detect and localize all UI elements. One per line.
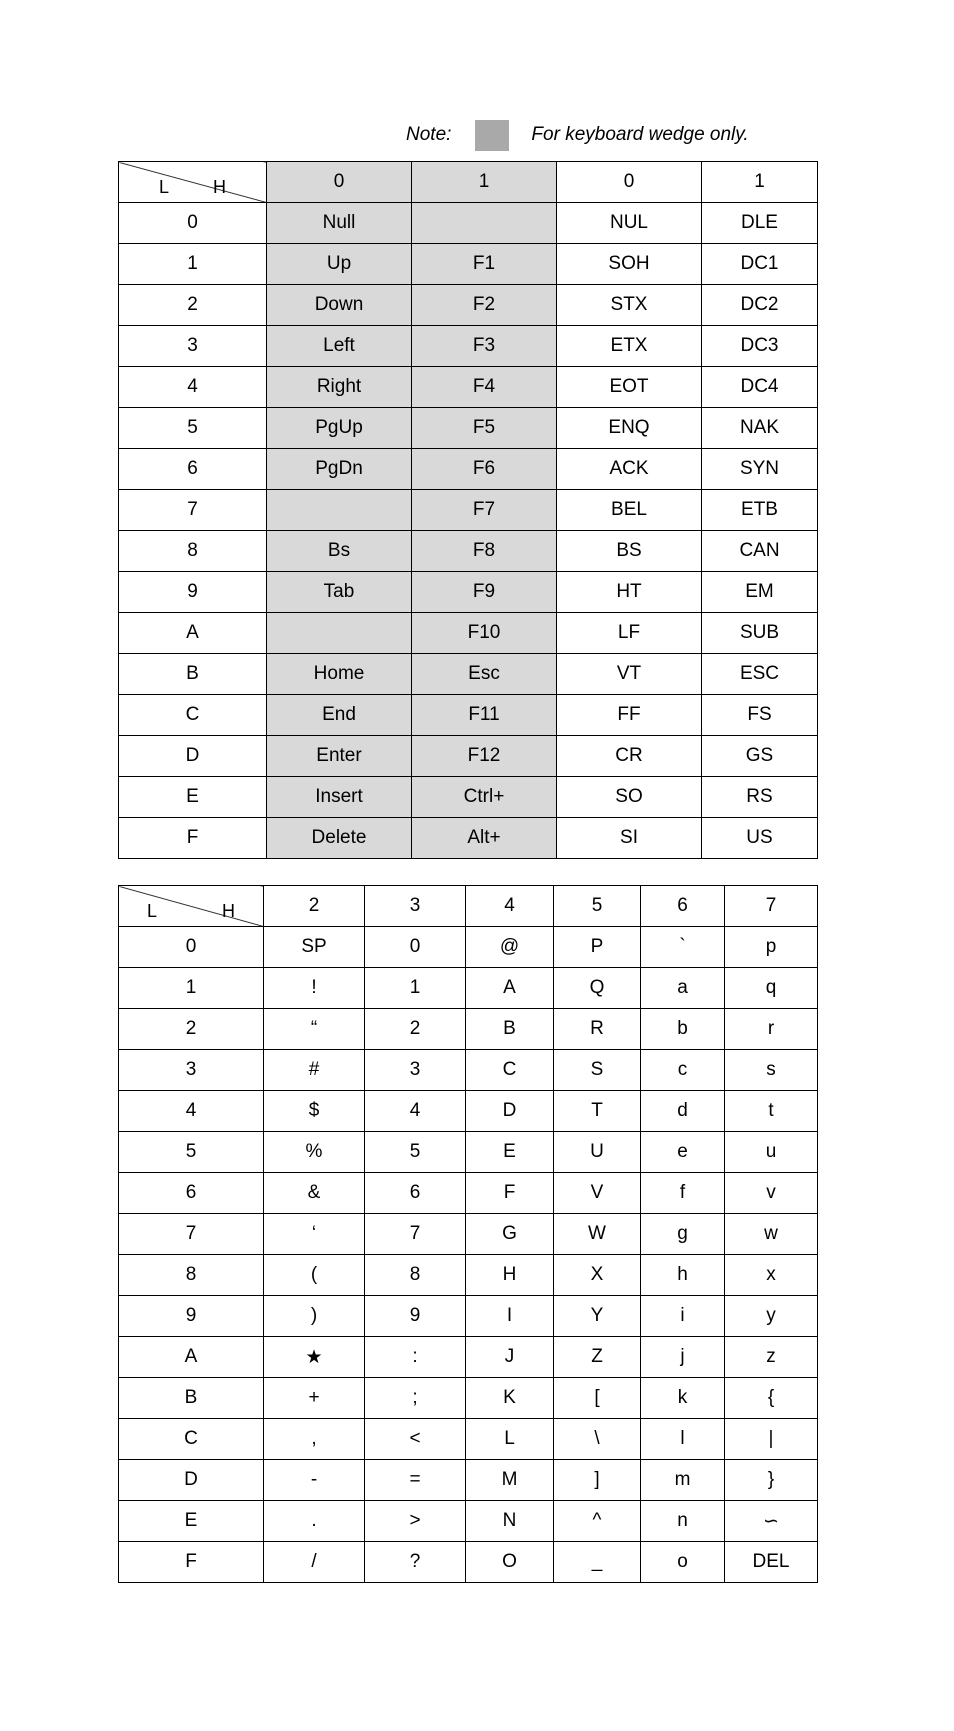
- table-cell: Alt+: [412, 818, 557, 859]
- table-cell: Down: [267, 285, 412, 326]
- table-cell: 5: [365, 1132, 466, 1173]
- table-row: [119, 1050, 818, 1091]
- table-cell: SUB: [702, 613, 818, 654]
- table-cell: SI: [557, 818, 702, 859]
- table-cell: p: [725, 927, 818, 968]
- table-cell: %: [264, 1132, 365, 1173]
- column-header: 5: [554, 886, 641, 927]
- row-header: C: [119, 1419, 264, 1460]
- table-cell: q: [725, 968, 818, 1009]
- table-cell: Null: [267, 203, 412, 244]
- table-cell: 4: [365, 1091, 466, 1132]
- table-cell: l: [641, 1419, 725, 1460]
- table-cell: Left: [267, 326, 412, 367]
- column-header: 0: [557, 162, 702, 203]
- corner-header-cell: [119, 162, 267, 203]
- table-cell: e: [641, 1132, 725, 1173]
- column-header: 1: [412, 162, 557, 203]
- table-row: [119, 1255, 818, 1296]
- column-header: 3: [365, 886, 466, 927]
- table-cell: D: [466, 1091, 554, 1132]
- note-label: Note:: [406, 124, 452, 145]
- table-cell: F: [466, 1173, 554, 1214]
- row-header: 5: [119, 1132, 264, 1173]
- table-cell: End: [267, 695, 412, 736]
- table-cell: h: [641, 1255, 725, 1296]
- table-cell: SP: [264, 927, 365, 968]
- table-cell: ENQ: [557, 408, 702, 449]
- table-cell: SOH: [557, 244, 702, 285]
- table-cell: @: [466, 927, 554, 968]
- table-cell: A: [466, 968, 554, 1009]
- table-row: [119, 1337, 818, 1378]
- row-header: D: [119, 736, 267, 777]
- table-cell: |: [725, 1419, 818, 1460]
- table-cell: Y: [554, 1296, 641, 1337]
- table-cell: t: [725, 1091, 818, 1132]
- table-cell: [267, 613, 412, 654]
- table-cell: EOT: [557, 367, 702, 408]
- table-row: [119, 1214, 818, 1255]
- table-cell: d: [641, 1091, 725, 1132]
- table-cell: DC2: [702, 285, 818, 326]
- row-header: 1: [119, 968, 264, 1009]
- table-cell: s: [725, 1050, 818, 1091]
- ascii-table-columns-2-7: [118, 885, 818, 1583]
- table-cell: .: [264, 1501, 365, 1542]
- table-cell: :: [365, 1337, 466, 1378]
- table-row: [119, 449, 818, 490]
- row-header: 7: [119, 1214, 264, 1255]
- table-cell: Z: [554, 1337, 641, 1378]
- table-cell: =: [365, 1460, 466, 1501]
- table-cell: r: [725, 1009, 818, 1050]
- table-cell: Esc: [412, 654, 557, 695]
- table-cell: {: [725, 1378, 818, 1419]
- table-cell: Insert: [267, 777, 412, 818]
- table-cell: ∽: [725, 1501, 818, 1542]
- table-cell: u: [725, 1132, 818, 1173]
- table-cell: ;: [365, 1378, 466, 1419]
- column-header: 1: [702, 162, 818, 203]
- table-cell: (: [264, 1255, 365, 1296]
- table-cell: [412, 203, 557, 244]
- table-cell: <: [365, 1419, 466, 1460]
- row-header: 3: [119, 326, 267, 367]
- table-row: [119, 1378, 818, 1419]
- column-header: 4: [466, 886, 554, 927]
- table-row: [119, 572, 818, 613]
- column-header: 2: [264, 886, 365, 927]
- table-cell: W: [554, 1214, 641, 1255]
- table-cell: Up: [267, 244, 412, 285]
- table-cell: B: [466, 1009, 554, 1050]
- table-cell: 1: [365, 968, 466, 1009]
- table-row: [119, 1173, 818, 1214]
- table-cell: F9: [412, 572, 557, 613]
- table-cell: ESC: [702, 654, 818, 695]
- table-cell: DC1: [702, 244, 818, 285]
- table-cell: g: [641, 1214, 725, 1255]
- table-cell: VT: [557, 654, 702, 695]
- table-cell: Q: [554, 968, 641, 1009]
- row-header: B: [119, 654, 267, 695]
- table-cell: FS: [702, 695, 818, 736]
- table-cell: M: [466, 1460, 554, 1501]
- table-cell: R: [554, 1009, 641, 1050]
- table-cell: X: [554, 1255, 641, 1296]
- table-cell: F12: [412, 736, 557, 777]
- table-row: [119, 531, 818, 572]
- table-cell: PgUp: [267, 408, 412, 449]
- header-row: [119, 886, 818, 927]
- table-cell: /: [264, 1542, 365, 1583]
- table-cell: o: [641, 1542, 725, 1583]
- table-cell: ,: [264, 1419, 365, 1460]
- table-cell: ‘: [264, 1214, 365, 1255]
- table-row: [119, 654, 818, 695]
- table-cell: O: [466, 1542, 554, 1583]
- table-cell: ACK: [557, 449, 702, 490]
- table-cell: J: [466, 1337, 554, 1378]
- table-row: [119, 1419, 818, 1460]
- table-cell: LF: [557, 613, 702, 654]
- table-cell: #: [264, 1050, 365, 1091]
- table-cell: `: [641, 927, 725, 968]
- table-cell: “: [264, 1009, 365, 1050]
- table-row: [119, 695, 818, 736]
- table-cell: 0: [365, 927, 466, 968]
- table-cell: ^: [554, 1501, 641, 1542]
- table-cell: -: [264, 1460, 365, 1501]
- table-cell: BS: [557, 531, 702, 572]
- row-header: 4: [119, 367, 267, 408]
- table-cell: Right: [267, 367, 412, 408]
- ascii-table-columns-0-1: [118, 161, 818, 859]
- table-row: [119, 285, 818, 326]
- table-cell: 7: [365, 1214, 466, 1255]
- table-cell: [: [554, 1378, 641, 1419]
- table-cell: P: [554, 927, 641, 968]
- row-header: F: [119, 1542, 264, 1583]
- table-row: [119, 968, 818, 1009]
- row-header: 8: [119, 531, 267, 572]
- table-cell: F6: [412, 449, 557, 490]
- row-header: 5: [119, 408, 267, 449]
- high-nibble-label: H: [222, 901, 235, 921]
- row-header: D: [119, 1460, 264, 1501]
- table-cell: E: [466, 1132, 554, 1173]
- keyboard-wedge-note: [406, 118, 749, 152]
- table-cell: m: [641, 1460, 725, 1501]
- row-header: 2: [119, 285, 267, 326]
- table-cell: Bs: [267, 531, 412, 572]
- row-header: B: [119, 1378, 264, 1419]
- row-header: 7: [119, 490, 267, 531]
- row-header: A: [119, 1337, 264, 1378]
- table-cell: SYN: [702, 449, 818, 490]
- table-cell: C: [466, 1050, 554, 1091]
- table-cell: $: [264, 1091, 365, 1132]
- table-row: [119, 1009, 818, 1050]
- table-row: [119, 818, 818, 859]
- row-header: 9: [119, 572, 267, 613]
- table-cell: RS: [702, 777, 818, 818]
- table-cell: ?: [365, 1542, 466, 1583]
- table-cell: k: [641, 1378, 725, 1419]
- table-cell: c: [641, 1050, 725, 1091]
- row-header: 6: [119, 449, 267, 490]
- table-row: [119, 244, 818, 285]
- table-row: [119, 777, 818, 818]
- table-cell: F7: [412, 490, 557, 531]
- table-row: [119, 1132, 818, 1173]
- table-cell: FF: [557, 695, 702, 736]
- table-cell: x: [725, 1255, 818, 1296]
- table-cell: Delete: [267, 818, 412, 859]
- table-cell: T: [554, 1091, 641, 1132]
- table-row: [119, 1091, 818, 1132]
- table-cell: F10: [412, 613, 557, 654]
- table-cell: j: [641, 1337, 725, 1378]
- table-cell: Enter: [267, 736, 412, 777]
- column-header: 7: [725, 886, 818, 927]
- table-row: [119, 408, 818, 449]
- table-cell: SO: [557, 777, 702, 818]
- row-header: 4: [119, 1091, 264, 1132]
- row-header: 6: [119, 1173, 264, 1214]
- table-cell: EM: [702, 572, 818, 613]
- table-cell: U: [554, 1132, 641, 1173]
- table-cell: 6: [365, 1173, 466, 1214]
- table-cell: >: [365, 1501, 466, 1542]
- table-cell: ): [264, 1296, 365, 1337]
- row-header: 0: [119, 927, 264, 968]
- column-header: 0: [267, 162, 412, 203]
- table-row: [119, 367, 818, 408]
- low-nibble-label: L: [159, 177, 170, 197]
- table-cell: K: [466, 1378, 554, 1419]
- table-cell: NAK: [702, 408, 818, 449]
- table-cell: L: [466, 1419, 554, 1460]
- high-nibble-label: H: [213, 177, 226, 197]
- table-cell: _: [554, 1542, 641, 1583]
- table-cell: BEL: [557, 490, 702, 531]
- table-cell: Ctrl+: [412, 777, 557, 818]
- table-row: [119, 1542, 818, 1583]
- table-cell: N: [466, 1501, 554, 1542]
- table-cell: i: [641, 1296, 725, 1337]
- row-header: C: [119, 695, 267, 736]
- table-row: [119, 1501, 818, 1542]
- table-cell: +: [264, 1378, 365, 1419]
- table-cell: F11: [412, 695, 557, 736]
- table-cell: CAN: [702, 531, 818, 572]
- table-cell: PgDn: [267, 449, 412, 490]
- table-cell: v: [725, 1173, 818, 1214]
- table-cell: F3: [412, 326, 557, 367]
- table-cell: Home: [267, 654, 412, 695]
- table-cell: ETX: [557, 326, 702, 367]
- row-header: 3: [119, 1050, 264, 1091]
- table-cell: n: [641, 1501, 725, 1542]
- table-cell: 8: [365, 1255, 466, 1296]
- table-cell: S: [554, 1050, 641, 1091]
- table-row: [119, 1296, 818, 1337]
- table-cell: z: [725, 1337, 818, 1378]
- table-cell: US: [702, 818, 818, 859]
- table-row: [119, 1460, 818, 1501]
- table-cell: }: [725, 1460, 818, 1501]
- row-header: 9: [119, 1296, 264, 1337]
- table-cell: ]: [554, 1460, 641, 1501]
- table-cell: H: [466, 1255, 554, 1296]
- row-header: 1: [119, 244, 267, 285]
- table-cell: f: [641, 1173, 725, 1214]
- table-row: [119, 927, 818, 968]
- table-cell: F5: [412, 408, 557, 449]
- column-header: 6: [641, 886, 725, 927]
- table-cell: b: [641, 1009, 725, 1050]
- table-cell: STX: [557, 285, 702, 326]
- table-cell: DC3: [702, 326, 818, 367]
- table-row: [119, 613, 818, 654]
- table-row: [119, 490, 818, 531]
- table-cell: G: [466, 1214, 554, 1255]
- table-cell: DEL: [725, 1542, 818, 1583]
- table-cell: 2: [365, 1009, 466, 1050]
- table-cell: \: [554, 1419, 641, 1460]
- table-cell: a: [641, 968, 725, 1009]
- table-cell: &: [264, 1173, 365, 1214]
- table-cell: ETB: [702, 490, 818, 531]
- table-cell: F2: [412, 285, 557, 326]
- header-row: [119, 162, 818, 203]
- row-header: E: [119, 777, 267, 818]
- row-header: F: [119, 818, 267, 859]
- table-row: [119, 326, 818, 367]
- table-cell: DC4: [702, 367, 818, 408]
- table-cell: [267, 490, 412, 531]
- table-cell: I: [466, 1296, 554, 1337]
- table-cell: F8: [412, 531, 557, 572]
- row-header: A: [119, 613, 267, 654]
- table-cell: y: [725, 1296, 818, 1337]
- row-header: 2: [119, 1009, 264, 1050]
- table-cell: V: [554, 1173, 641, 1214]
- table-cell: F4: [412, 367, 557, 408]
- table-cell: !: [264, 968, 365, 1009]
- row-header: 0: [119, 203, 267, 244]
- table-row: [119, 203, 818, 244]
- note-text: For keyboard wedge only.: [531, 124, 749, 145]
- table-cell: NUL: [557, 203, 702, 244]
- table-cell: CR: [557, 736, 702, 777]
- row-header: E: [119, 1501, 264, 1542]
- shade-swatch: [475, 120, 509, 151]
- table-cell: HT: [557, 572, 702, 613]
- table-cell: GS: [702, 736, 818, 777]
- table-cell: F1: [412, 244, 557, 285]
- corner-header-cell: [119, 886, 264, 927]
- table-cell: 9: [365, 1296, 466, 1337]
- low-nibble-label: L: [147, 901, 158, 921]
- table-cell: Tab: [267, 572, 412, 613]
- table-cell: w: [725, 1214, 818, 1255]
- table-cell: 3: [365, 1050, 466, 1091]
- table-cell: ★: [264, 1337, 365, 1378]
- table-row: [119, 736, 818, 777]
- table-cell: DLE: [702, 203, 818, 244]
- row-header: 8: [119, 1255, 264, 1296]
